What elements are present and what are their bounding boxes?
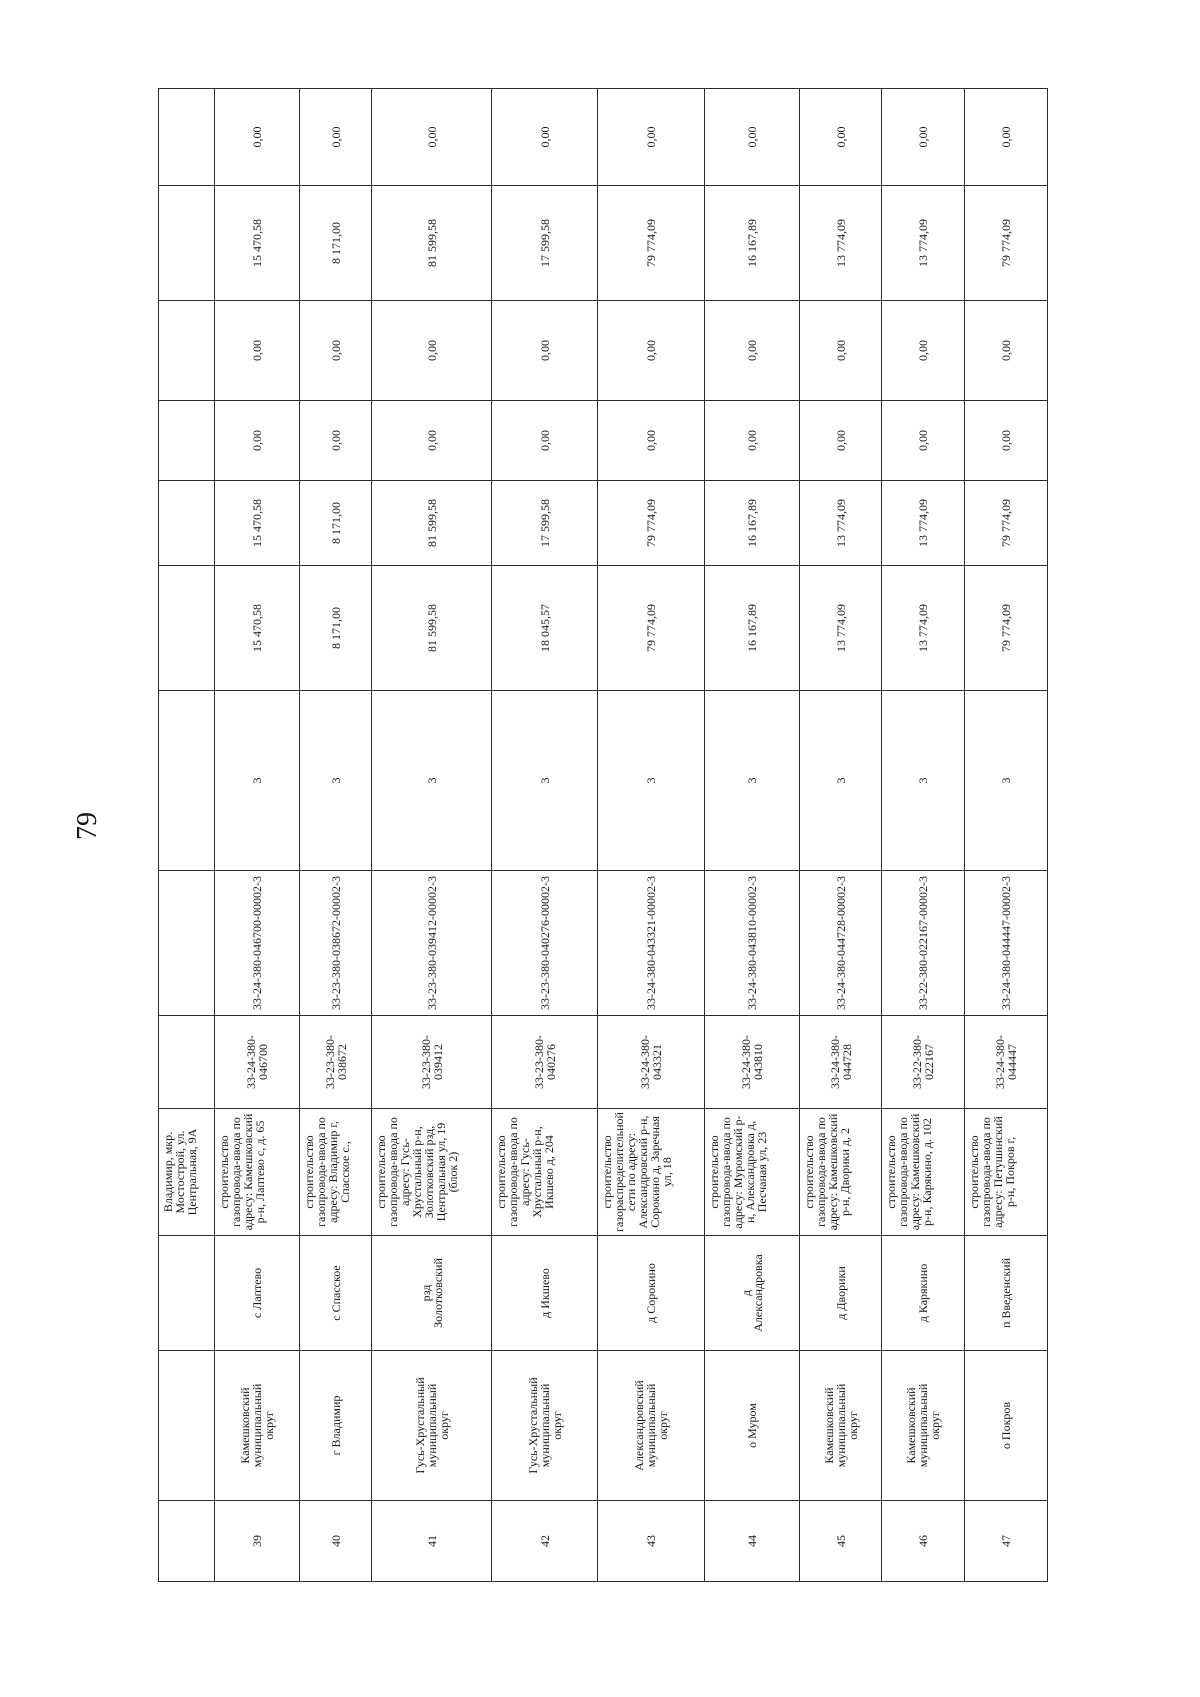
cell-text: 13 774,09: [833, 219, 848, 267]
cell-text: 0,00: [644, 430, 658, 451]
locality-cell: [800, 1235, 882, 1350]
category-cell: [300, 690, 372, 870]
cell-text: г Владимир: [328, 1395, 343, 1456]
amount-2-cell: [705, 480, 800, 565]
cell-text: 45: [833, 1535, 848, 1547]
locality-cell: [965, 1235, 1048, 1350]
row-number-cell: [965, 1500, 1048, 1582]
cell-text: 3: [328, 777, 343, 784]
cell-text: 3: [424, 777, 439, 784]
description-cell: [215, 1108, 300, 1235]
amount-3-cell: [158, 400, 215, 480]
table-row: [965, 88, 1048, 1582]
cell-text: 0,00: [833, 340, 848, 361]
amount-6-cell: [882, 88, 965, 185]
municipality-cell: [300, 1350, 372, 1500]
cell-text: 33-22-380-022167-00002-3: [916, 876, 930, 1010]
cell-text: 0,00: [250, 340, 264, 361]
locality-cell: [215, 1235, 300, 1350]
cell-text: 16 167,89: [745, 219, 759, 267]
cell-text: д Дворики: [833, 1266, 848, 1320]
row-number-cell: [882, 1500, 965, 1582]
locality-cell: [882, 1235, 965, 1350]
cell-text: 0,00: [916, 430, 930, 451]
amount-1-cell: [300, 565, 372, 690]
cell-text: 0,00: [999, 126, 1013, 148]
cell-text: 33-23-380-039412: [418, 1035, 445, 1089]
amount-6-cell: [965, 88, 1048, 185]
cell-text: 33-24-380-046700: [244, 1035, 270, 1089]
table-row: [492, 88, 598, 1582]
object-code-cell: [598, 1015, 705, 1108]
description-cell: [598, 1108, 705, 1235]
full-code-cell: [158, 870, 215, 1015]
cell-text: 33-24-380-043810: [739, 1035, 765, 1089]
category-cell: [158, 690, 215, 870]
cell-text: 8 171,00: [328, 502, 343, 544]
full-code-cell: [372, 870, 492, 1015]
amount-5-cell: [705, 185, 800, 300]
municipality-cell: [492, 1350, 598, 1500]
cell-text: строительство газопровода-ввода по адресу: Камешковский р-н, Карякино, д. 102: [884, 1113, 934, 1231]
cell-text: 33-24-380-044728: [827, 1035, 854, 1089]
amount-6-cell: [158, 88, 215, 185]
cell-text: 43: [644, 1535, 658, 1547]
cell-text: п Введенский: [999, 1257, 1013, 1329]
row-number-cell: [492, 1500, 598, 1582]
data-table: [158, 88, 1048, 1582]
amount-3-cell: [492, 400, 598, 480]
row-number-cell: [705, 1500, 800, 1582]
cell-text: 33-23-380-040276: [531, 1035, 558, 1089]
cell-text: 13 774,09: [833, 499, 848, 547]
amount-6-cell: [598, 88, 705, 185]
amount-2-cell: [800, 480, 882, 565]
cell-text: 15 470,58: [250, 219, 264, 267]
cell-text: 33-24-380-044447-00002-3: [999, 876, 1013, 1010]
cell-text: 3: [833, 777, 848, 784]
amount-3-cell: [882, 400, 965, 480]
cell-text: д Карякино: [916, 1263, 930, 1323]
full-code-cell: [705, 870, 800, 1015]
cell-text: 0,00: [644, 340, 658, 361]
amount-3-cell: [300, 400, 372, 480]
amount-2-cell: [300, 480, 372, 565]
cell-text: строительство газораспределительной сети по адресу: Александровский р-н, Сорокино д, Заречная ул, 18: [600, 1112, 674, 1232]
cell-text: Камешковский муниципальный округ: [821, 1383, 860, 1468]
cell-text: Камешковский муниципальный округ: [904, 1383, 942, 1468]
amount-3-cell: [800, 400, 882, 480]
cell-text: 33-24-380-046700-00002-3: [250, 876, 264, 1010]
amount-5-cell: [598, 185, 705, 300]
amount-2-cell: [215, 480, 300, 565]
cell-text: 16 167,89: [745, 604, 759, 652]
amount-1-cell: [882, 565, 965, 690]
amount-1-cell: [215, 565, 300, 690]
object-code-cell: [705, 1015, 800, 1108]
cell-text: 33-24-380-043321-00002-3: [644, 876, 658, 1010]
cell-text: 79 774,09: [644, 604, 658, 652]
amount-4-cell: [300, 300, 372, 400]
cell-text: строительство газопровода-ввода по адресу: Муромский р-н, Александровка д, Песчаная ул, 23: [707, 1115, 769, 1229]
category-cell: [492, 690, 598, 870]
cell-text: строительство газопровода-ввода по адресу: Камешковский р-н, Дворики д, 2: [802, 1113, 852, 1231]
cell-text: 3: [999, 777, 1013, 784]
table-row: [372, 88, 492, 1582]
cell-text: 33-24-380-044447: [993, 1035, 1019, 1089]
amount-4-cell: [372, 300, 492, 400]
amount-1-cell: [372, 565, 492, 690]
municipality-cell: [965, 1350, 1048, 1500]
object-code-cell: [372, 1015, 492, 1108]
amount-2-cell: [158, 480, 215, 565]
cell-text: 3: [916, 777, 930, 784]
cell-text: 0,00: [999, 340, 1013, 361]
cell-text: строительство газопровода-ввода по адресу: Петушинский р-н, Покров г,: [967, 1116, 1017, 1228]
cell-text: Гусь-Хрустальный муниципальный округ: [412, 1377, 451, 1474]
amount-5-cell: [372, 185, 492, 300]
locality-cell: [300, 1235, 372, 1350]
amount-3-cell: [372, 400, 492, 480]
cell-text: Камешковский муниципальный округ: [238, 1383, 276, 1468]
cell-text: 44: [745, 1535, 759, 1547]
amount-4-cell: [215, 300, 300, 400]
amount-5-cell: [300, 185, 372, 300]
cell-text: 33-24-380-043321: [638, 1035, 664, 1089]
row-number-cell: [372, 1500, 492, 1582]
full-code-cell: [215, 870, 300, 1015]
cell-text: 0,00: [537, 430, 552, 451]
municipality-cell: [882, 1350, 965, 1500]
full-code-cell: [882, 870, 965, 1015]
category-cell: [882, 690, 965, 870]
cell-text: Гусь-Хрустальный муниципальный округ: [525, 1377, 564, 1474]
cell-text: 41: [424, 1535, 439, 1547]
cell-text: 0,00: [250, 430, 264, 451]
cell-text: 39: [250, 1535, 264, 1547]
cell-text: 79 774,09: [999, 219, 1013, 267]
cell-text: строительство газопровода-ввода по адресу: Владимир г, Спасское с.,: [302, 1117, 352, 1227]
amount-5-cell: [492, 185, 598, 300]
cell-text: 3: [537, 777, 552, 784]
locality-cell: [598, 1235, 705, 1350]
amount-1-cell: [965, 565, 1048, 690]
cell-text: с Лаптево: [250, 1267, 264, 1319]
amount-4-cell: [492, 300, 598, 400]
object-code-cell: [882, 1015, 965, 1108]
category-cell: [598, 690, 705, 870]
amount-6-cell: [300, 88, 372, 185]
table-row: [800, 88, 882, 1582]
cell-text: с Спасское: [328, 1265, 343, 1321]
cell-text: 17 599,58: [537, 499, 552, 547]
cell-text: 81 599,58: [424, 499, 439, 547]
municipality-cell: [705, 1350, 800, 1500]
cell-text: Александровский муниципальный округ: [632, 1380, 670, 1471]
object-code-cell: [800, 1015, 882, 1108]
cell-text: 0,00: [916, 126, 930, 148]
cell-text: 40: [328, 1535, 343, 1547]
cell-text: 33-23-380-038672-00002-3: [328, 876, 343, 1010]
amount-2-cell: [372, 480, 492, 565]
cell-text: 46: [916, 1535, 930, 1547]
locality-cell: [372, 1235, 492, 1350]
object-code-cell: [492, 1015, 598, 1108]
amount-1-cell: [800, 565, 882, 690]
cell-text: 33-23-380-038672: [322, 1035, 349, 1089]
table-row: [882, 88, 965, 1582]
category-cell: [800, 690, 882, 870]
cell-text: 33-24-380-043810-00002-3: [745, 876, 759, 1010]
amount-4-cell: [882, 300, 965, 400]
description-cell: [492, 1108, 598, 1235]
row-number-cell: [300, 1500, 372, 1582]
row-number-cell: [800, 1500, 882, 1582]
table-row-continuation: [158, 88, 215, 1582]
object-code-cell: [300, 1015, 372, 1108]
cell-text: 0,00: [745, 126, 759, 148]
table-row: [300, 88, 372, 1582]
amount-6-cell: [492, 88, 598, 185]
cell-text: Владимир, мкр. Мостострой, ул. Центральная, 9А: [161, 1128, 199, 1216]
cell-text: 0,00: [537, 340, 552, 361]
cell-text: строительство газопровода-ввода по адресу: Гусь-Хрустальный р-н, Икшево д, 204: [494, 1117, 556, 1227]
cell-text: 0,00: [328, 340, 343, 361]
full-code-cell: [800, 870, 882, 1015]
cell-text: 42: [537, 1535, 552, 1547]
amount-4-cell: [158, 300, 215, 400]
cell-text: 33-23-380-040276-00002-3: [537, 876, 552, 1010]
amount-4-cell: [800, 300, 882, 400]
cell-text: 13 774,09: [833, 604, 848, 652]
object-code-cell: [215, 1015, 300, 1108]
cell-text: 13 774,09: [916, 499, 930, 547]
cell-text: 0,00: [537, 126, 552, 148]
object-code-cell: [965, 1015, 1048, 1108]
municipality-cell: [158, 1350, 215, 1500]
cell-text: 13 774,09: [916, 219, 930, 267]
cell-text: 81 599,58: [424, 604, 439, 652]
amount-4-cell: [598, 300, 705, 400]
cell-text: 13 774,09: [916, 604, 930, 652]
amount-5-cell: [882, 185, 965, 300]
cell-text: 17 599,58: [537, 219, 552, 267]
cell-text: 0,00: [916, 340, 930, 361]
full-code-cell: [965, 870, 1048, 1015]
cell-text: 3: [745, 777, 759, 784]
amount-1-cell: [158, 565, 215, 690]
amount-6-cell: [800, 88, 882, 185]
category-cell: [705, 690, 800, 870]
cell-text: 15 470,58: [250, 499, 264, 547]
cell-text: д Александровка: [739, 1254, 765, 1332]
cell-text: 15 470,58: [250, 604, 264, 652]
cell-text: 0,00: [745, 340, 759, 361]
amount-3-cell: [705, 400, 800, 480]
cell-text: о Муром: [745, 1403, 759, 1448]
description-cell: [158, 1108, 215, 1235]
locality-cell: [492, 1235, 598, 1350]
cell-text: 79 774,09: [999, 499, 1013, 547]
cell-text: 33-22-380-022167: [910, 1035, 936, 1089]
full-code-cell: [300, 870, 372, 1015]
cell-text: 81 599,58: [424, 219, 439, 267]
cell-text: 0,00: [999, 430, 1013, 451]
description-cell: [372, 1108, 492, 1235]
cell-text: строительство газопровода-ввода по адресу: Камешковский р-н, Лаптево с, д. 65: [217, 1113, 267, 1231]
row-number-cell: [215, 1500, 300, 1582]
description-cell: [300, 1108, 372, 1235]
amount-5-cell: [800, 185, 882, 300]
page-number: 79: [72, 812, 103, 840]
cell-text: о Покров: [999, 1401, 1013, 1450]
cell-text: 33-23-380-039412-00002-3: [424, 876, 439, 1010]
amount-2-cell: [882, 480, 965, 565]
amount-3-cell: [598, 400, 705, 480]
cell-text: 0,00: [745, 430, 759, 451]
cell-text: строительство газопровода-ввода по адресу: Гусь-Хрустальный р-н, Золотковский рзд, Центральная ул, 19 (блок 2): [374, 1117, 460, 1227]
cell-text: рзд Золотковский: [418, 1258, 445, 1328]
amount-3-cell: [965, 400, 1048, 480]
cell-text: 0,00: [644, 126, 658, 148]
cell-text: 0,00: [833, 430, 848, 451]
cell-text: д Сорокино: [644, 1263, 658, 1323]
cell-text: 0,00: [424, 126, 439, 148]
cell-text: 8 171,00: [328, 607, 343, 649]
locality-cell: [158, 1235, 215, 1350]
description-cell: [705, 1108, 800, 1235]
cell-text: 0,00: [250, 126, 264, 148]
description-cell: [800, 1108, 882, 1235]
description-cell: [965, 1108, 1048, 1235]
amount-5-cell: [215, 185, 300, 300]
full-code-cell: [598, 870, 705, 1015]
cell-text: 0,00: [328, 126, 343, 148]
category-cell: [215, 690, 300, 870]
cell-text: 0,00: [833, 126, 848, 148]
cell-text: д Икшево: [537, 1268, 552, 1318]
category-cell: [372, 690, 492, 870]
table-row: [705, 88, 800, 1582]
amount-5-cell: [158, 185, 215, 300]
cell-text: 8 171,00: [328, 222, 343, 264]
amount-4-cell: [965, 300, 1048, 400]
amount-2-cell: [965, 480, 1048, 565]
amount-3-cell: [215, 400, 300, 480]
amount-1-cell: [705, 565, 800, 690]
municipality-cell: [372, 1350, 492, 1500]
cell-text: 0,00: [424, 340, 439, 361]
amount-1-cell: [492, 565, 598, 690]
cell-text: 47: [999, 1535, 1013, 1547]
description-cell: [882, 1108, 965, 1235]
table-row: [215, 88, 300, 1582]
cell-text: 79 774,09: [999, 604, 1013, 652]
amount-6-cell: [705, 88, 800, 185]
amount-6-cell: [372, 88, 492, 185]
municipality-cell: [598, 1350, 705, 1500]
cell-text: 79 774,09: [644, 499, 658, 547]
amount-5-cell: [965, 185, 1048, 300]
amount-2-cell: [598, 480, 705, 565]
cell-text: 3: [644, 777, 658, 784]
cell-text: 16 167,89: [745, 499, 759, 547]
amount-2-cell: [492, 480, 598, 565]
cell-text: 18 045,57: [537, 604, 552, 652]
cell-text: 33-24-380-044728-00002-3: [833, 876, 848, 1010]
cell-text: 0,00: [424, 430, 439, 451]
locality-cell: [705, 1235, 800, 1350]
full-code-cell: [492, 870, 598, 1015]
row-number-cell: [598, 1500, 705, 1582]
amount-4-cell: [705, 300, 800, 400]
municipality-cell: [215, 1350, 300, 1500]
cell-text: 79 774,09: [644, 219, 658, 267]
category-cell: [965, 690, 1048, 870]
cell-text: 3: [250, 777, 264, 784]
amount-6-cell: [215, 88, 300, 185]
row-number-cell: [158, 1500, 215, 1582]
object-code-cell: [158, 1015, 215, 1108]
cell-text: 0,00: [328, 430, 343, 451]
amount-1-cell: [598, 565, 705, 690]
table-row: [598, 88, 705, 1582]
municipality-cell: [800, 1350, 882, 1500]
